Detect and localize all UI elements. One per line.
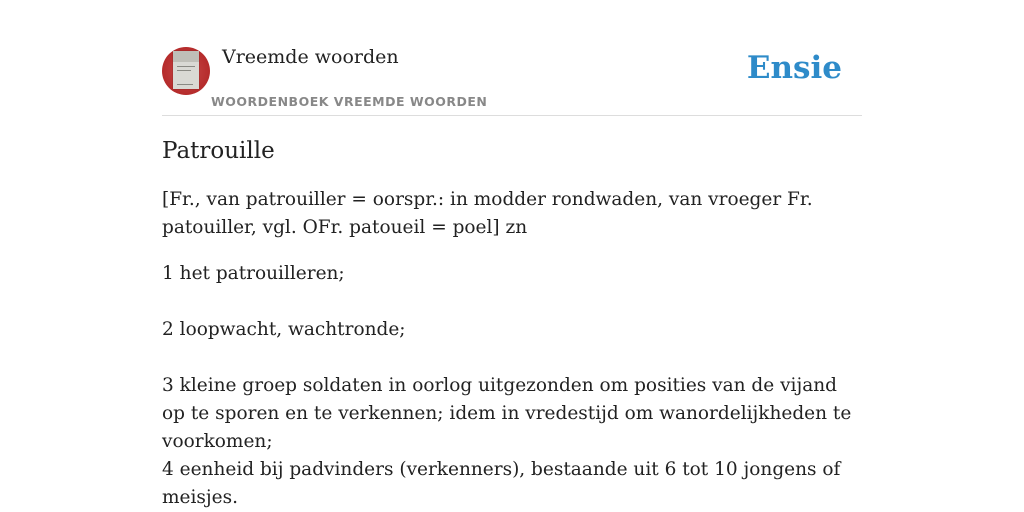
sense-item: 2 loopwacht, wachtronde; [162,319,406,340]
dictionary-header [162,44,862,116]
dictionary-avatar[interactable] [162,47,210,95]
dictionary-title[interactable]: Vreemde woorden [222,46,399,68]
entry-senses [162,260,862,512]
entry-headword: Patrouille [162,138,275,164]
sense-item: 4 eenheid bij padvinders (verkenners), bestaande uit 6 tot 10 jongens of meisjes. [162,459,841,508]
sense-item: 3 kleine groep soldaten in oorlog uitgezonden om posities van de vijand op te sporen en te verkennen; idem in vredestijd om wanordelijkheden te voorkomen; [162,375,852,452]
sense-item: 1 het patrouilleren; [162,263,345,284]
entry-content [162,138,862,512]
sense-item-group [162,372,862,512]
dictionary-subtitle: WOORDENBOEK VREEMDE WOORDEN [211,94,488,109]
ensie-logo-link[interactable]: Ensie [746,50,842,86]
entry-etymology: [Fr., van patrouiller = oorspr.: in modder rondwaden, van vroeger Fr. patouiller, vgl. OFr. patoueil = poel] zn [162,189,813,238]
book-cover-icon [173,51,199,89]
